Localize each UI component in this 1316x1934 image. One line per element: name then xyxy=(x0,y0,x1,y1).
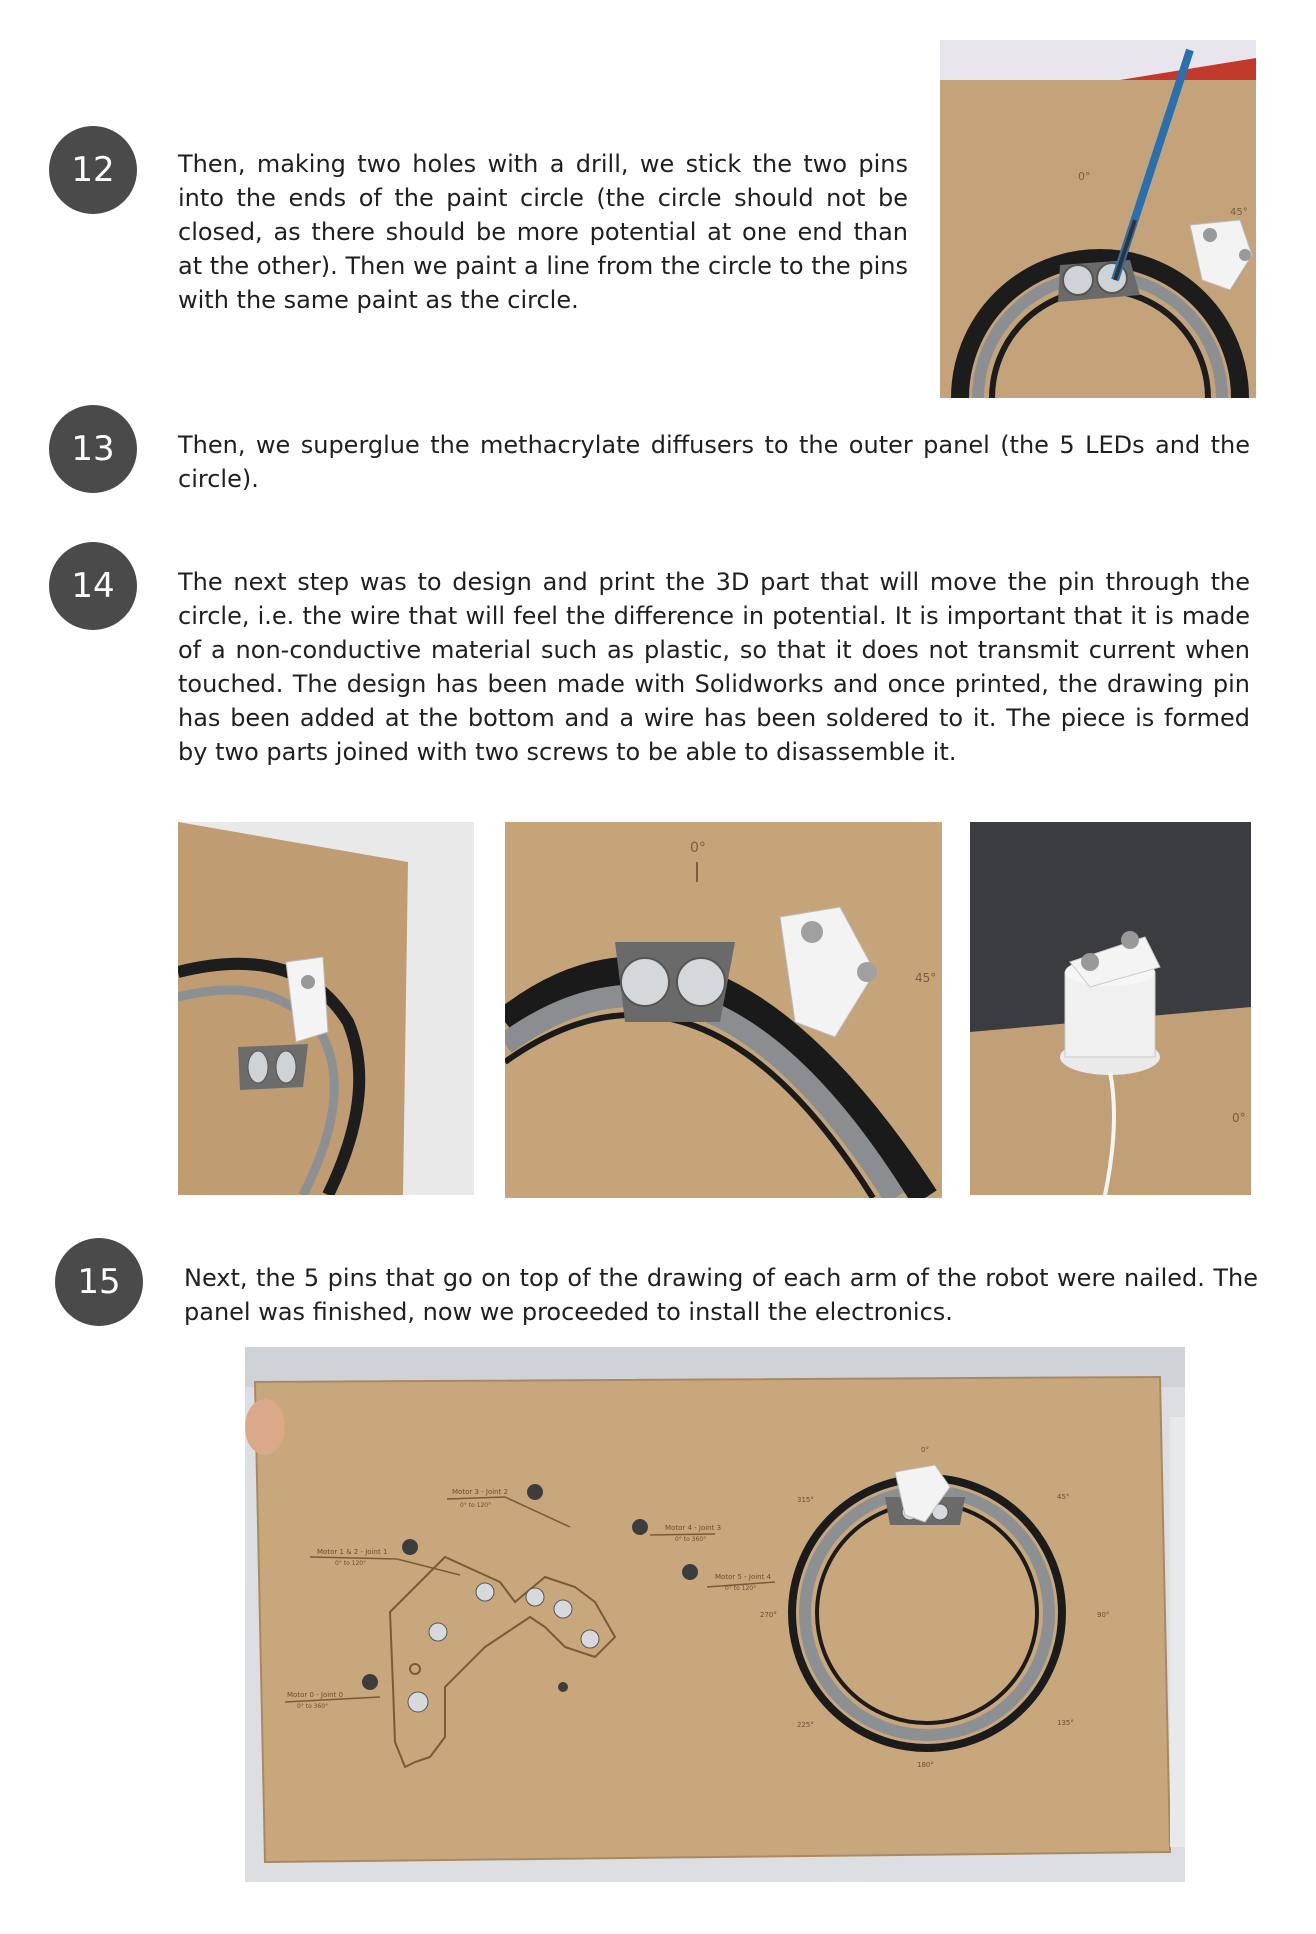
motor-range: 0° to 120° xyxy=(725,1585,757,1592)
angle-label: 0° xyxy=(690,840,706,856)
angle-label: 0° xyxy=(921,1446,929,1454)
step-text: The next step was to design and print the 3D part that will move the pin through the circle, i.e. the wire that will feel the difference in potential. It is important that it is made of a non-conductive material such as plastic, so that it does not transmit current when touched. The design has been made with Solidworks and once printed, the drawing pin has been added at the bottom and a wire has been soldered to it. The piece is formed by two parts joined with two screws to be able to disassemble it. xyxy=(178,568,1250,766)
angle-label: 45° xyxy=(915,971,937,985)
step-number-badge xyxy=(55,1238,143,1326)
photo-3d-part-side xyxy=(178,822,474,1195)
motor-range: 0° to 120° xyxy=(335,1560,367,1567)
motor-label: Motor 3 - Joint 2 xyxy=(452,1488,509,1496)
photo-painting-pin-line xyxy=(940,40,1256,398)
motor-range: 0° to 120° xyxy=(460,1502,492,1509)
motor-label: Motor 5 - Joint 4 xyxy=(715,1573,772,1581)
photo-finished-panel xyxy=(245,1347,1185,1882)
motor-range: 0° to 360° xyxy=(297,1703,329,1710)
angle-label: 315° xyxy=(797,1496,814,1504)
angle-label: 0° xyxy=(1078,170,1091,183)
angle-label: 270° xyxy=(760,1611,777,1619)
angle-label: 90° xyxy=(1097,1611,1110,1619)
step-number: 12 xyxy=(71,150,115,190)
angle-label: 45° xyxy=(1057,1493,1070,1501)
step-text: Next, the 5 pins that go on top of the drawing of each arm of the robot were nailed. The panel was finished, now we proceeded to install the electronics. xyxy=(184,1264,1258,1326)
step-number: 13 xyxy=(71,429,115,469)
angle-label: 135° xyxy=(1057,1719,1074,1727)
step-text: Then, we superglue the methacrylate diffusers to the outer panel (the 5 LEDs and the circle). xyxy=(178,431,1250,493)
motor-range: 0° to 360° xyxy=(675,1536,707,1543)
step-number: 15 xyxy=(77,1262,121,1302)
step-number-badge xyxy=(49,542,137,630)
step-number: 14 xyxy=(71,566,115,606)
angle-label: 180° xyxy=(917,1761,934,1769)
photo-3d-part-with-wire xyxy=(970,822,1251,1195)
step-text: Then, making two holes with a drill, we stick the two pins into the ends of the paint circle (the circle should not be closed, as there should be more potential at one end than at the other). Then we paint a line from the circle to the pins with the same paint as the circle. xyxy=(178,150,908,314)
step-number-badge xyxy=(49,126,137,214)
motor-label: Motor 4 - Joint 3 xyxy=(665,1524,722,1532)
step-number-badge xyxy=(49,405,137,493)
motor-label: Motor 0 - Joint 0 xyxy=(287,1691,344,1699)
angle-label: 225° xyxy=(797,1721,814,1729)
angle-label: 45° xyxy=(1230,207,1248,218)
angle-label: 0° xyxy=(1232,1111,1246,1125)
photo-3d-part-on-circle xyxy=(505,822,942,1198)
motor-label: Motor 1 & 2 - Joint 1 xyxy=(317,1548,388,1556)
